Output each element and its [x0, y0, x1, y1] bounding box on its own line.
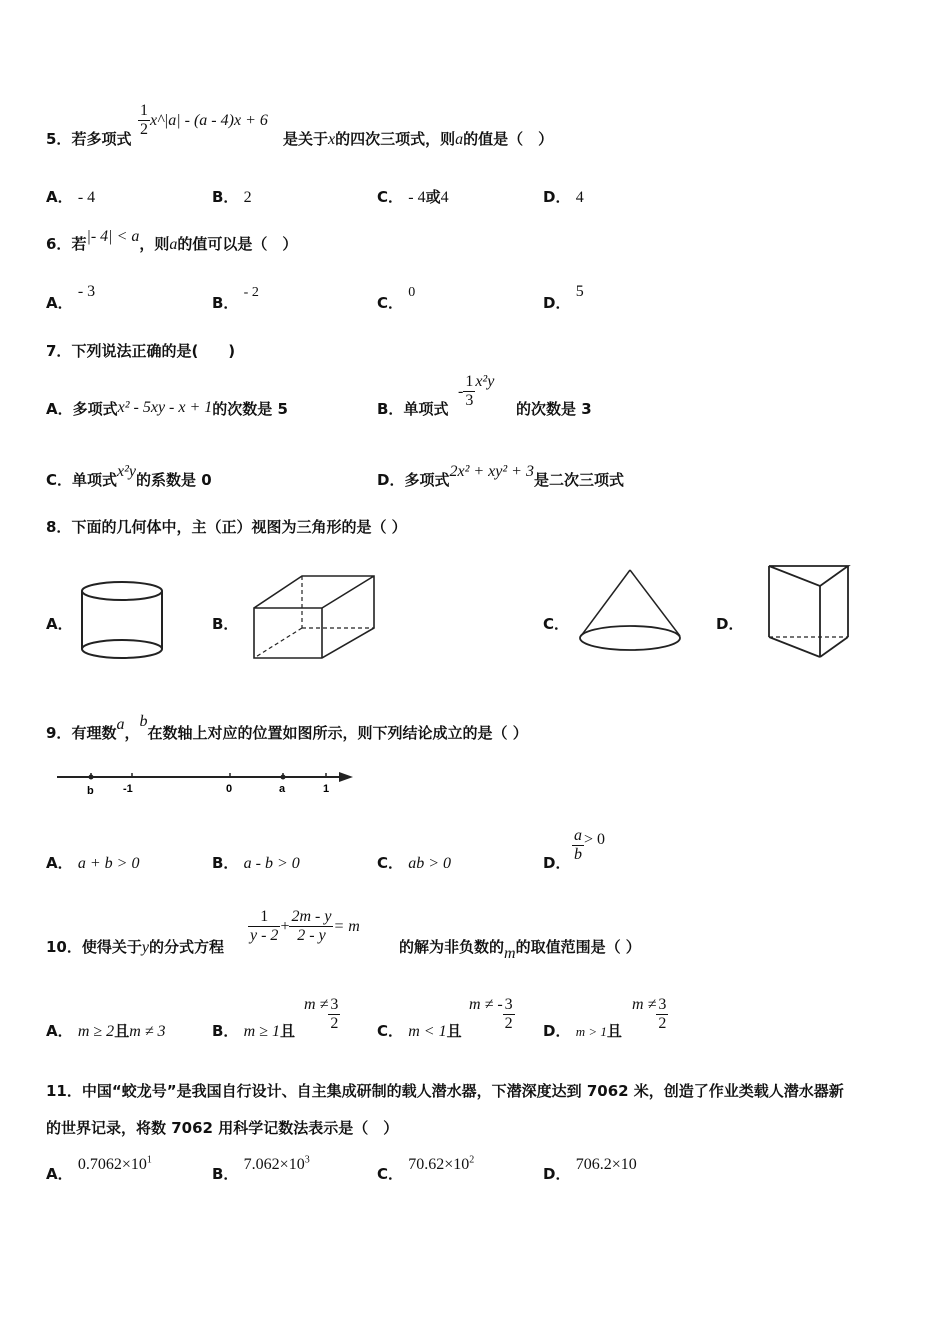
q7-option-b-label-group[interactable] — [377, 398, 448, 419]
q10-mid: 的分式方程 — [149, 938, 225, 956]
cone-figure — [578, 568, 684, 654]
q5-option-d[interactable] — [543, 186, 584, 207]
q10-post2: 的取值范围是（ ） — [515, 938, 641, 956]
q10-option-b-qie: 且 — [280, 1022, 296, 1040]
q10-option-d-v2: m ≠ — [632, 996, 657, 1013]
number-line — [55, 768, 355, 800]
q5-expression — [138, 102, 268, 139]
q7-option-a-post: 的次数是 5 — [212, 400, 288, 418]
q11-line2: 的世界记录，将数 7062 用科学记数法表示是（ ） — [46, 1119, 399, 1137]
q11-option-d-expr — [576, 1156, 637, 1173]
q10-frac-2-num: 2m - y — [291, 908, 332, 925]
question-10 — [46, 936, 224, 957]
q7-text: 下列说法正确的是( ) — [71, 342, 236, 360]
q5-suffix-c: 的值是（ ） — [463, 130, 554, 148]
q7-option-c[interactable] — [46, 463, 212, 490]
q5-var-a: a — [455, 131, 464, 148]
q7-option-d-label: D． — [377, 471, 405, 489]
q11-option-c-expr — [408, 1156, 474, 1173]
q6-option-d-label: D． — [543, 294, 571, 312]
q8-number: 8． — [46, 518, 72, 536]
q10-option-c-label: C． — [377, 1022, 404, 1040]
q10-pre: 使得关于 — [81, 938, 142, 956]
q9-option-c-value: ab > 0 — [408, 855, 452, 872]
q10-option-b-frac-den: 2 — [330, 1015, 339, 1032]
q9-option-b-value: a - b > 0 — [243, 855, 300, 872]
q9-option-d-frac — [572, 827, 584, 864]
question-6 — [46, 228, 298, 254]
q11-option-b-expr — [244, 1156, 310, 1173]
q10-option-c-frac-num: 3 — [504, 996, 513, 1013]
q6-option-b[interactable] — [212, 285, 259, 313]
q7-option-d-pre: 多项式 — [404, 471, 450, 489]
q11-option-c[interactable] — [377, 1154, 475, 1184]
q10-option-b-frac-num: 3 — [330, 996, 339, 1013]
q9-var-a: a — [116, 716, 125, 733]
q9-option-b[interactable] — [212, 852, 300, 873]
q10-option-d-expr — [632, 996, 668, 1033]
q5-var-x: x — [328, 131, 336, 148]
q10-option-b-label: B． — [212, 1022, 239, 1040]
question-8 — [46, 516, 407, 537]
q10-option-a-label: A． — [46, 1022, 73, 1040]
q10-option-c-v2: m ≠ - — [469, 996, 503, 1013]
number-line-label-b: b — [87, 785, 94, 797]
q11-option-a-exp: 1 — [146, 1154, 152, 1166]
q5-option-c-value2: 4 — [440, 189, 449, 206]
q7-option-d[interactable] — [377, 463, 624, 490]
q9-option-b-label: B． — [212, 854, 239, 872]
triangular-prism-figure — [766, 563, 852, 661]
q9-comma: ， — [124, 724, 140, 742]
q6-option-c-value: 0 — [408, 285, 416, 300]
q7-option-b-expr-group — [458, 373, 494, 410]
q10-var-y: y — [141, 939, 149, 956]
q11-option-b[interactable] — [212, 1154, 310, 1184]
q11-option-a-value: 0.7062×10 — [77, 1156, 147, 1173]
q11-option-a-label: A． — [46, 1165, 73, 1183]
q7-option-c-label: C． — [46, 471, 73, 489]
q11-option-d-label: D． — [543, 1165, 571, 1183]
q9-var-b: b — [139, 713, 148, 730]
q5-option-c-value: - 4 — [408, 189, 426, 206]
q8-option-b-label[interactable]: B． — [212, 615, 239, 633]
q5-option-a[interactable] — [46, 186, 95, 207]
q10-post — [399, 936, 641, 962]
q10-option-b-v2: m ≠ — [304, 996, 329, 1013]
q7-option-a-label: A． — [46, 400, 73, 418]
q10-option-d-qie: 且 — [606, 1022, 622, 1040]
q10-option-b-expr — [304, 996, 340, 1033]
q11-option-b-value: 7.062×10 — [243, 1156, 305, 1173]
q5-expr-rest: x^|a| - (a - 4)x + 6 — [150, 112, 268, 129]
number-line-label-minus-1: -1 — [123, 783, 133, 795]
q7-option-c-expr: x²y — [117, 463, 137, 480]
q9-option-d-rest: > 0 — [584, 831, 606, 848]
q7-option-b-expr: x²y — [475, 373, 495, 390]
q6-option-a-label: A． — [46, 294, 73, 312]
q10-option-b[interactable] — [212, 1020, 295, 1041]
q7-option-b-label: B． — [377, 400, 404, 418]
q10-option-a-v1: m ≥ 2 — [77, 1023, 115, 1040]
q10-option-d[interactable] — [543, 1020, 622, 1041]
q5-option-b-label: B． — [212, 188, 239, 206]
number-line-label-1: 1 — [323, 783, 330, 795]
q7-option-a-expr: x² - 5xy - x + 1 — [117, 399, 213, 416]
q9-post: 在数轴上对应的位置如图所示，则下列结论成立的是（ ） — [147, 724, 528, 742]
q9-option-a-value: a + b > 0 — [77, 855, 140, 872]
question-7 — [46, 340, 235, 361]
q10-plus: + — [280, 918, 290, 935]
q10-post1: 的解为非负数的 — [399, 938, 505, 956]
q5-option-c[interactable] — [377, 186, 449, 207]
q10-frac-1 — [248, 908, 280, 945]
q7-option-b-sign: - — [458, 383, 464, 400]
q10-option-c-qie: 且 — [446, 1022, 462, 1040]
q10-option-d-frac — [656, 996, 668, 1033]
q6-expr: |- 4| < a — [86, 228, 140, 245]
q6-option-c-label: C． — [377, 294, 404, 312]
q10-frac-2-den: 2 - y — [297, 927, 326, 944]
q5-option-c-mid: 或 — [425, 188, 441, 206]
q10-var-m: m — [504, 945, 516, 962]
q8-option-c-label[interactable]: C． — [543, 615, 570, 633]
number-line-label-a: a — [279, 783, 286, 795]
q11-option-d-value: 706.2×10 — [575, 1156, 637, 1173]
q7-option-b-frac-den: 3 — [465, 392, 474, 409]
q10-frac-1-num: 1 — [248, 908, 280, 927]
q5-option-d-value: 4 — [575, 189, 584, 206]
q9-number: 9． — [46, 724, 72, 742]
q10-option-c-frac-den: 2 — [504, 1015, 513, 1032]
cuboid-figure — [252, 574, 376, 662]
q7-option-c-post: 的系数是 0 — [136, 471, 212, 489]
q9-option-d-expr — [572, 827, 605, 864]
q7-option-b-post: 的次数是 3 — [516, 400, 592, 418]
q5-frac-num: 1 — [140, 102, 148, 119]
q5-option-b[interactable] — [212, 186, 252, 207]
q11-option-c-label: C． — [377, 1165, 404, 1183]
q7-option-b-frac — [463, 373, 475, 410]
q11-number: 11． — [46, 1082, 82, 1100]
q5-option-c-label: C． — [377, 188, 404, 206]
q5-suffix-b: 的四次三项式，则 — [335, 130, 456, 148]
q10-option-b-frac — [328, 996, 340, 1033]
q10-option-c-frac — [503, 996, 515, 1033]
question-5 — [46, 128, 131, 149]
q7-number: 7． — [46, 342, 72, 360]
q10-equation — [248, 908, 360, 945]
q11-option-c-exp: 2 — [469, 1154, 475, 1166]
q5-option-d-label: D． — [543, 188, 571, 206]
q5-option-a-value: - 4 — [77, 189, 96, 206]
q10-option-d-frac-num: 3 — [658, 996, 667, 1013]
q8-text: 下面的几何体中，主（正）视图为三角形的是（ ） — [71, 518, 407, 536]
q7-option-d-post: 是二次三项式 — [533, 471, 624, 489]
q6-var-a: a — [169, 236, 178, 253]
q11-option-c-value: 70.62×10 — [408, 1156, 470, 1173]
q9-option-d-frac-num: a — [574, 827, 582, 844]
q9-option-a-label: A． — [46, 854, 73, 872]
q9-option-d-label[interactable]: D． — [543, 854, 571, 872]
q8-option-a-label[interactable]: A． — [46, 615, 73, 633]
q6-option-d-value: 5 — [575, 283, 584, 300]
q8-option-d-label[interactable]: D． — [716, 615, 744, 633]
q5-frac-den: 2 — [140, 121, 148, 138]
q6-option-b-label: B． — [212, 294, 239, 312]
q6-prefix: 若 — [71, 235, 87, 253]
cylinder-figure — [80, 578, 166, 664]
question-11 — [46, 1080, 844, 1101]
q7-option-a-pre: 多项式 — [72, 400, 118, 418]
q10-option-d-label: D． — [543, 1022, 571, 1040]
q11-option-a-expr — [78, 1156, 152, 1173]
q9-option-a[interactable] — [46, 852, 139, 873]
q5-option-a-label: A． — [46, 188, 73, 206]
q7-option-c-pre: 单项式 — [72, 471, 118, 489]
q7-option-a[interactable] — [46, 398, 288, 419]
q10-frac-1-den: y - 2 — [250, 927, 279, 944]
q11-option-a[interactable] — [46, 1154, 152, 1184]
q5-suffix — [283, 128, 553, 149]
q9-option-d-frac-den: b — [574, 846, 582, 863]
q5-number: 5． — [46, 130, 72, 148]
q6-number: 6． — [46, 235, 72, 253]
q7-option-d-expr: 2x² + xy² + 3 — [449, 463, 534, 480]
q11-line1: 中国“蛟龙号”是我国自行设计、自主集成研制的载人潜水器，下潜深度达到 7062 米，创造了作业类载人潜水器新 — [81, 1082, 844, 1100]
q6-mid: ，则 — [139, 235, 170, 253]
q11-option-b-exp: 3 — [304, 1154, 310, 1166]
q10-option-a[interactable] — [46, 1020, 166, 1041]
q10-option-c-v1: m < 1 — [408, 1023, 447, 1040]
q11-option-d[interactable] — [543, 1156, 637, 1184]
q5-suffix-a: 是关于 — [283, 130, 329, 148]
q10-frac-2 — [289, 908, 333, 945]
q5-prefix: 若多项式 — [71, 130, 132, 148]
q10-number: 10． — [46, 938, 82, 956]
q10-option-b-v1: m ≥ 1 — [243, 1023, 281, 1040]
q11-option-b-label: B． — [212, 1165, 239, 1183]
question-9 — [46, 713, 528, 743]
q6-option-c[interactable] — [377, 285, 416, 313]
q7-option-b-pre: 单项式 — [403, 400, 449, 418]
q9-pre: 有理数 — [71, 724, 117, 742]
q10-option-d-v1: m > 1 — [575, 1024, 607, 1039]
q6-option-a-value: - 3 — [77, 283, 96, 300]
q10-option-c-expr — [469, 996, 515, 1033]
q10-eq: = m — [333, 918, 360, 935]
q7-option-b-frac-num: 1 — [465, 373, 474, 390]
q10-option-d-frac-den: 2 — [658, 1015, 667, 1032]
q5-option-b-value: 2 — [243, 189, 252, 206]
number-line-label-0: 0 — [226, 783, 233, 795]
q6-option-a[interactable] — [46, 283, 96, 313]
q6-option-b-value: - 2 — [243, 285, 259, 300]
q6-option-d[interactable] — [543, 283, 584, 313]
q10-option-a-qie: 且 — [114, 1022, 130, 1040]
q10-option-c[interactable] — [377, 1020, 462, 1041]
q9-option-c[interactable] — [377, 852, 451, 873]
q6-suffix: 的值可以是（ ） — [177, 235, 298, 253]
q10-option-a-v2: m ≠ 3 — [129, 1023, 166, 1040]
q9-option-c-label: C． — [377, 854, 404, 872]
